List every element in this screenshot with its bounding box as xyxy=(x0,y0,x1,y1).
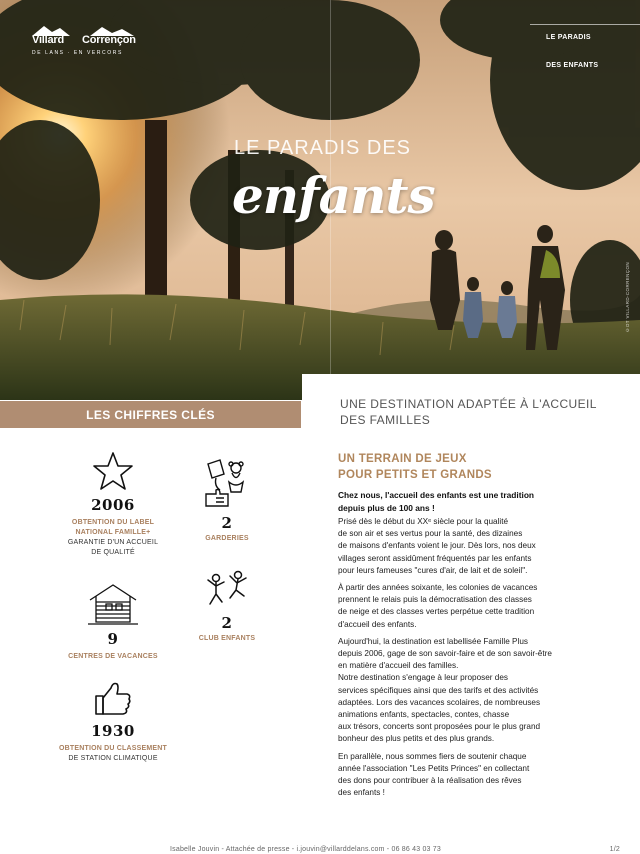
text-line: année l'association "Les Petits Princes" en collectant xyxy=(338,763,530,773)
logo-word-correncon: Corrençon xyxy=(82,34,136,46)
stat-label: NATIONAL FAMILLE+ xyxy=(75,529,151,536)
stat-description: GARANTIE D'UN ACCUEIL xyxy=(67,539,159,546)
stat-number: 1930 xyxy=(91,722,135,740)
subheading-line: POUR PETITS ET GRANDS xyxy=(338,469,492,481)
kids-jumping-icon xyxy=(202,570,252,608)
stat-label: OBTENTION DU LABEL xyxy=(71,519,155,526)
nav-item-le-paradis[interactable]: LE PARADIS xyxy=(546,34,591,41)
logo-tagline: DE LANS · EN VERCORS xyxy=(32,50,123,56)
text-line: Aujourd'hui, la destination est labellisée Famille Plus xyxy=(338,636,528,646)
star-icon xyxy=(92,450,134,492)
text-line: des dons pour contribuer à la réalisation des rêves xyxy=(338,776,522,786)
text-line: pour leurs fameuses "cures d'air, de lait et de soleil". xyxy=(338,565,528,575)
paragraph xyxy=(338,751,614,800)
key-figures-title: LES CHIFFRES CLÉS xyxy=(86,407,215,422)
hero-title: LE PARADIS DES xyxy=(234,137,412,159)
text-line: de son air et ses vertus pour la santé, des dizaines xyxy=(338,529,523,539)
nav-rule xyxy=(530,24,640,25)
hero-title-script: enfants xyxy=(232,166,435,225)
intro-line: Chez nous, l'accueil des enfants est une tradition xyxy=(338,490,535,500)
paragraph xyxy=(338,582,614,631)
stat-label: GARDERIES xyxy=(205,535,249,542)
stat-number: 2 xyxy=(221,514,233,532)
text-line: À partir des années soixante, les colonies de vacances xyxy=(338,583,538,593)
article-body xyxy=(338,516,614,804)
text-line: En parallèle, nous sommes fiers de soutenir chaque xyxy=(338,751,527,761)
footer-contact: Isabelle Jouvin - Attachée de presse - i.jouvin@villarddelans.com - 06 86 43 03 73 xyxy=(170,846,441,853)
hero-photo xyxy=(0,0,640,400)
stat-description: DE STATION CLIMATIQUE xyxy=(68,755,158,762)
stat-number: 9 xyxy=(107,630,119,648)
nav-item-des-enfants[interactable]: DES ENFANTS xyxy=(546,62,599,69)
text-line: d'accueil des enfants. xyxy=(338,619,417,629)
key-figures-banner xyxy=(0,401,301,428)
villard-correncon-logo xyxy=(30,24,142,60)
section-heading-line: UNE DESTINATION ADAPTÉE À L'ACCUEIL xyxy=(340,397,597,411)
photo-credit: ©OT VILLARD-CORRENÇON xyxy=(625,262,630,333)
section-nav xyxy=(530,24,640,71)
subheading-line: UN TERRAIN DE JEUX xyxy=(338,453,467,465)
text-line: de maisons d'enfants voient le jour. Dès lors, nos deux xyxy=(338,541,536,551)
stat-station-climatique xyxy=(48,680,178,764)
text-line: des enfants ! xyxy=(338,788,385,798)
text-line: aux trésors, concerts sont proposées pour le plus grand xyxy=(338,722,541,732)
text-line: services spécifiques ainsi que des tarifs et des activités xyxy=(338,685,539,695)
stat-number: 2006 xyxy=(91,496,135,514)
stat-number: 2 xyxy=(221,614,233,632)
toys-icon xyxy=(202,458,252,508)
text-line: villages seront assidûment fréquentés par les enfants xyxy=(338,553,532,563)
stat-label-famille xyxy=(58,450,168,558)
stat-centres-vacances xyxy=(58,582,168,662)
text-line: de neige et des classes vertes perpétue cette tradition xyxy=(338,607,535,617)
text-line: bonheur des plus petits et des plus grands. xyxy=(338,734,495,744)
text-line: depuis 2006, gage de son savoir-faire et de son savoir-être xyxy=(338,649,552,659)
text-line: adaptées. Lors des vacances scolaires, de nombreuses xyxy=(338,697,541,707)
text-line: en matière d'accueil des familles. xyxy=(338,661,459,671)
text-line: Notre destination s'engage à leur proposer des xyxy=(338,673,508,683)
text-line: animations enfants, spectacles, contes, chasse xyxy=(338,710,510,720)
paragraph xyxy=(338,636,614,673)
stat-club-enfants xyxy=(190,570,264,644)
section-heading xyxy=(340,396,610,428)
page-footer xyxy=(170,846,630,853)
chalet-icon xyxy=(88,582,138,626)
paragraph xyxy=(338,672,614,745)
text-line: Prisé dès le début du XXᵉ siècle pour la qualité xyxy=(338,517,509,526)
section-heading-line: DES FAMILLES xyxy=(340,413,431,427)
page-number: 1/2 xyxy=(609,846,620,853)
text-line: prennent le relais puis la démocratisation des classes xyxy=(338,595,532,605)
paragraph xyxy=(338,516,614,577)
intro-line: depuis plus de 100 ans ! xyxy=(338,502,435,513)
stat-garderies xyxy=(190,458,264,544)
stat-label: CLUB ENFANTS xyxy=(198,635,256,642)
stat-description: DE QUALITÉ xyxy=(91,549,135,556)
thumbs-up-icon xyxy=(94,680,132,718)
article-subheading xyxy=(338,451,608,483)
article-intro xyxy=(338,489,608,514)
stat-label: OBTENTION DU CLASSEMENT xyxy=(58,745,168,752)
logo-word-villard: Villard xyxy=(32,34,65,46)
stat-label: CENTRES DE VACANCES xyxy=(68,653,158,660)
